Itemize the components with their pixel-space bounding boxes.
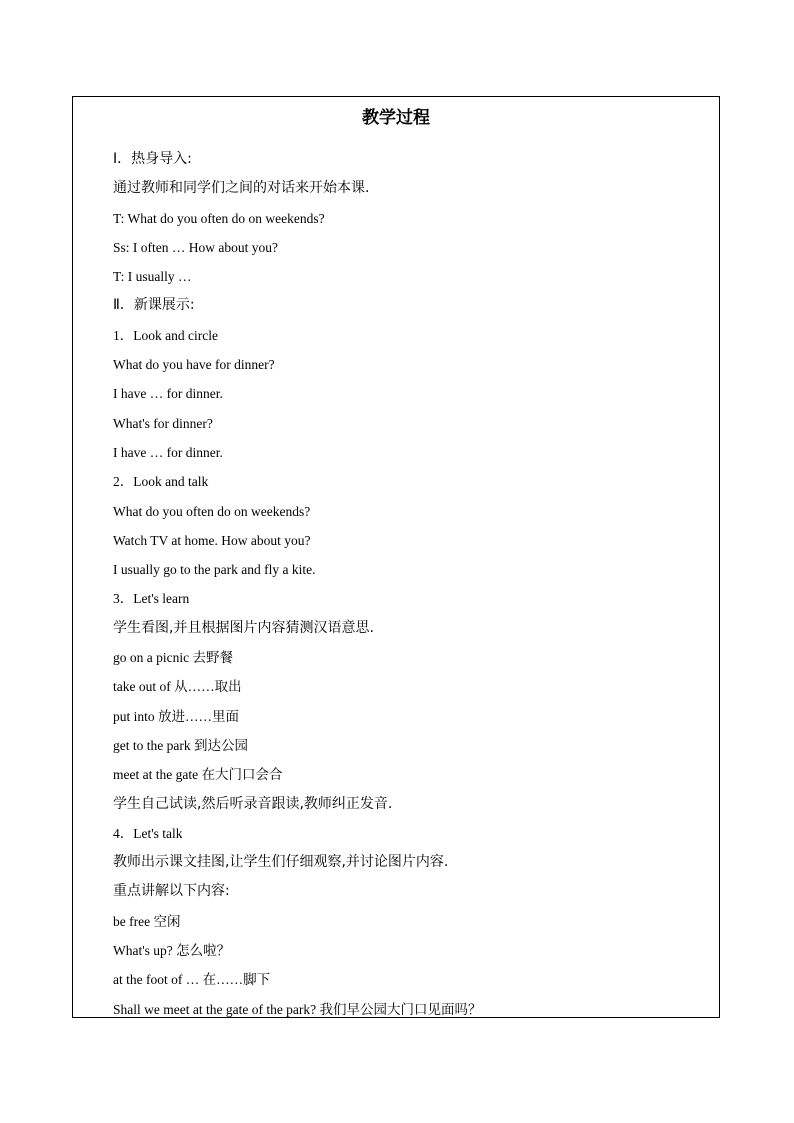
- lesson-frame: [72, 96, 720, 1018]
- step-heading: 2．Look and talk: [113, 474, 209, 490]
- step-heading: 1．Look and circle: [113, 327, 218, 343]
- vocab-line: be free 空闲: [113, 913, 181, 929]
- step-heading: 3．Let's learn: [113, 591, 190, 607]
- section-title: 教学过程: [362, 108, 430, 128]
- lesson-body: [113, 145, 709, 1024]
- step-heading: 4．Let's talk: [113, 825, 183, 841]
- dialogue-line: I have … for dinner.: [113, 444, 223, 460]
- heading-warm-up: Ⅰ．热身导入:: [113, 151, 192, 167]
- dialogue-line: What do you often do on weekends?: [113, 503, 311, 519]
- dialogue-line: What do you have for dinner?: [113, 357, 275, 373]
- dialogue-line: What's for dinner?: [113, 415, 213, 431]
- dialogue-line: Watch TV at home. How about you?: [113, 532, 311, 548]
- instruction-text: 教师出示课文挂图,让学生们仔细观察,并讨论图片内容.: [113, 854, 449, 871]
- vocab-line: Shall we meet at the gate of the park? 我们早公园大门口见面吗？: [113, 1001, 482, 1017]
- dialogue-line: Ss: I often … How about you?: [113, 239, 278, 255]
- dialogue-line: T: What do you often do on weekends?: [113, 210, 325, 226]
- instruction-text: 学生看图,并且根据图片内容猜测汉语意思.: [113, 619, 374, 636]
- instruction-text: 学生自己试读,然后听录音跟读,教师纠正发音.: [113, 795, 393, 812]
- vocab-line: put into 放进……里面: [113, 708, 240, 724]
- dialogue-line: T: I usually …: [113, 269, 192, 285]
- vocab-line: get to the park 到达公园: [113, 737, 248, 753]
- dialogue-line: I have … for dinner.: [113, 386, 223, 402]
- vocab-line: at the foot of … 在……脚下: [113, 972, 271, 988]
- vocab-line: What's up? 怎么啦？: [113, 943, 231, 959]
- intro-text: 通过教师和同学们之间的对话来开始本课.: [113, 180, 370, 197]
- vocab-line: take out of 从……取出: [113, 679, 242, 695]
- heading-new-lesson: Ⅱ．新课展示:: [113, 297, 195, 314]
- vocab-line: meet at the gate 在大门口会合: [113, 767, 283, 783]
- vocab-line: go on a picnic 去野餐: [113, 650, 233, 666]
- instruction-text: 重点讲解以下内容:: [113, 883, 230, 900]
- dialogue-line: I usually go to the park and fly a kite.: [113, 562, 316, 578]
